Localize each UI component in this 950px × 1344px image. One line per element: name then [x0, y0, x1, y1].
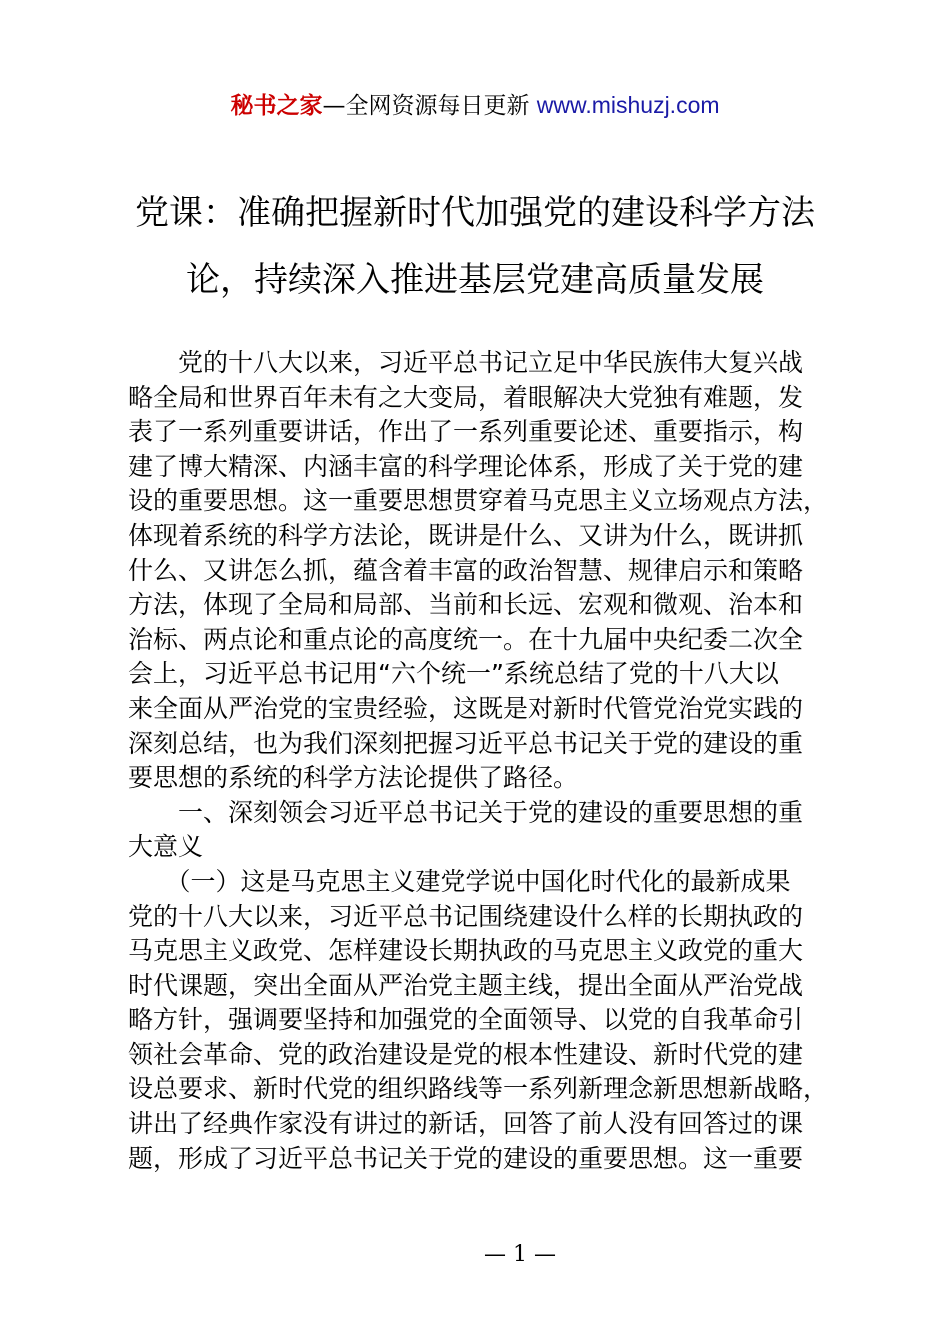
body-line: 表了一系列重要讲话，作出了一系列重要论述、重要指示，构 — [128, 417, 804, 447]
header-tagline: —全网资源每日更新 — [322, 93, 530, 119]
title-line-1: 党课：准确把握新时代加强党的建设科学方法 — [135, 193, 815, 233]
section-heading-line: 一、深刻领会习近平总书记关于党的建设的重要思想的重 — [128, 797, 804, 827]
body-line: 领社会革命、党的政治建设是党的根本性建设、新时代党的建 — [128, 1039, 804, 1069]
site-url-link[interactable]: www.mishuzj.com — [536, 92, 720, 118]
body-line: 设总要求、新时代党的组织路线等一系列新理念新思想新战略， — [128, 1074, 829, 1104]
body-line: 深刻总结，也为我们深刻把握习近平总书记关于党的建设的重 — [128, 728, 804, 758]
document-body — [128, 346, 833, 1176]
title-line-2: 论，持续深入推进基层党建高质量发展 — [186, 260, 764, 300]
body-line: 要思想的系统的科学方法论提供了路径。 — [128, 763, 579, 793]
body-line: 马克思主义政党、怎样建设长期执政的马克思主义政党的重大 — [128, 936, 804, 966]
body-line: 治标、两点论和重点论的高度统一。在十九届中央纪委二次全 — [128, 624, 804, 654]
body-line: 略方针，强调要坚持和加强党的全面领导、以党的自我革命引 — [128, 1005, 804, 1035]
brand-name: 秘书之家 — [230, 93, 323, 119]
body-line: 体现着系统的科学方法论，既讲是什么、又讲为什么，既讲抓 — [128, 520, 804, 550]
body-line: 会上，习近平总书记用“六个统一”系统总结了党的十八大以 — [128, 659, 779, 689]
body-line: 略全局和世界百年未有之大变局，着眼解决大党独有难题，发 — [128, 382, 804, 412]
body-line: 什么、又讲怎么抓，蕴含着丰富的政治智慧、规律启示和策略 — [128, 555, 804, 585]
body-line: 党的十八大以来，习近平总书记围绕建设什么样的长期执政的 — [128, 901, 804, 931]
body-line: 来全面从严治党的宝贵经验，这既是对新时代管党治党实践的 — [128, 693, 804, 723]
page-number: — 1 — — [484, 1242, 556, 1267]
body-line: 设的重要思想。这一重要思想贯穿着马克思主义立场观点方法， — [128, 486, 829, 516]
body-line: 讲出了经典作家没有讲过的新话，回答了前人没有回答过的课 — [128, 1109, 804, 1139]
site-header — [0, 86, 950, 125]
body-line: 题，形成了习近平总书记关于党的建设的重要思想。这一重要 — [128, 1143, 804, 1173]
section-heading-line: 大意义 — [128, 832, 204, 862]
body-line: 时代课题，突出全面从严治党主题主线，提出全面从严治党战 — [128, 970, 804, 1000]
body-line: 党的十八大以来，习近平总书记立足中华民族伟大复兴战 — [128, 348, 804, 377]
body-line: 方法，体现了全局和局部、当前和长远、宏观和微观、治本和 — [128, 590, 804, 620]
body-line: 建了博大精深、内涵丰富的科学理论体系，形成了关于党的建 — [128, 451, 804, 481]
subsection-heading-line: （一）这是马克思主义建党学说中国化时代化的最新成果 — [128, 866, 791, 896]
document-title — [100, 180, 850, 314]
